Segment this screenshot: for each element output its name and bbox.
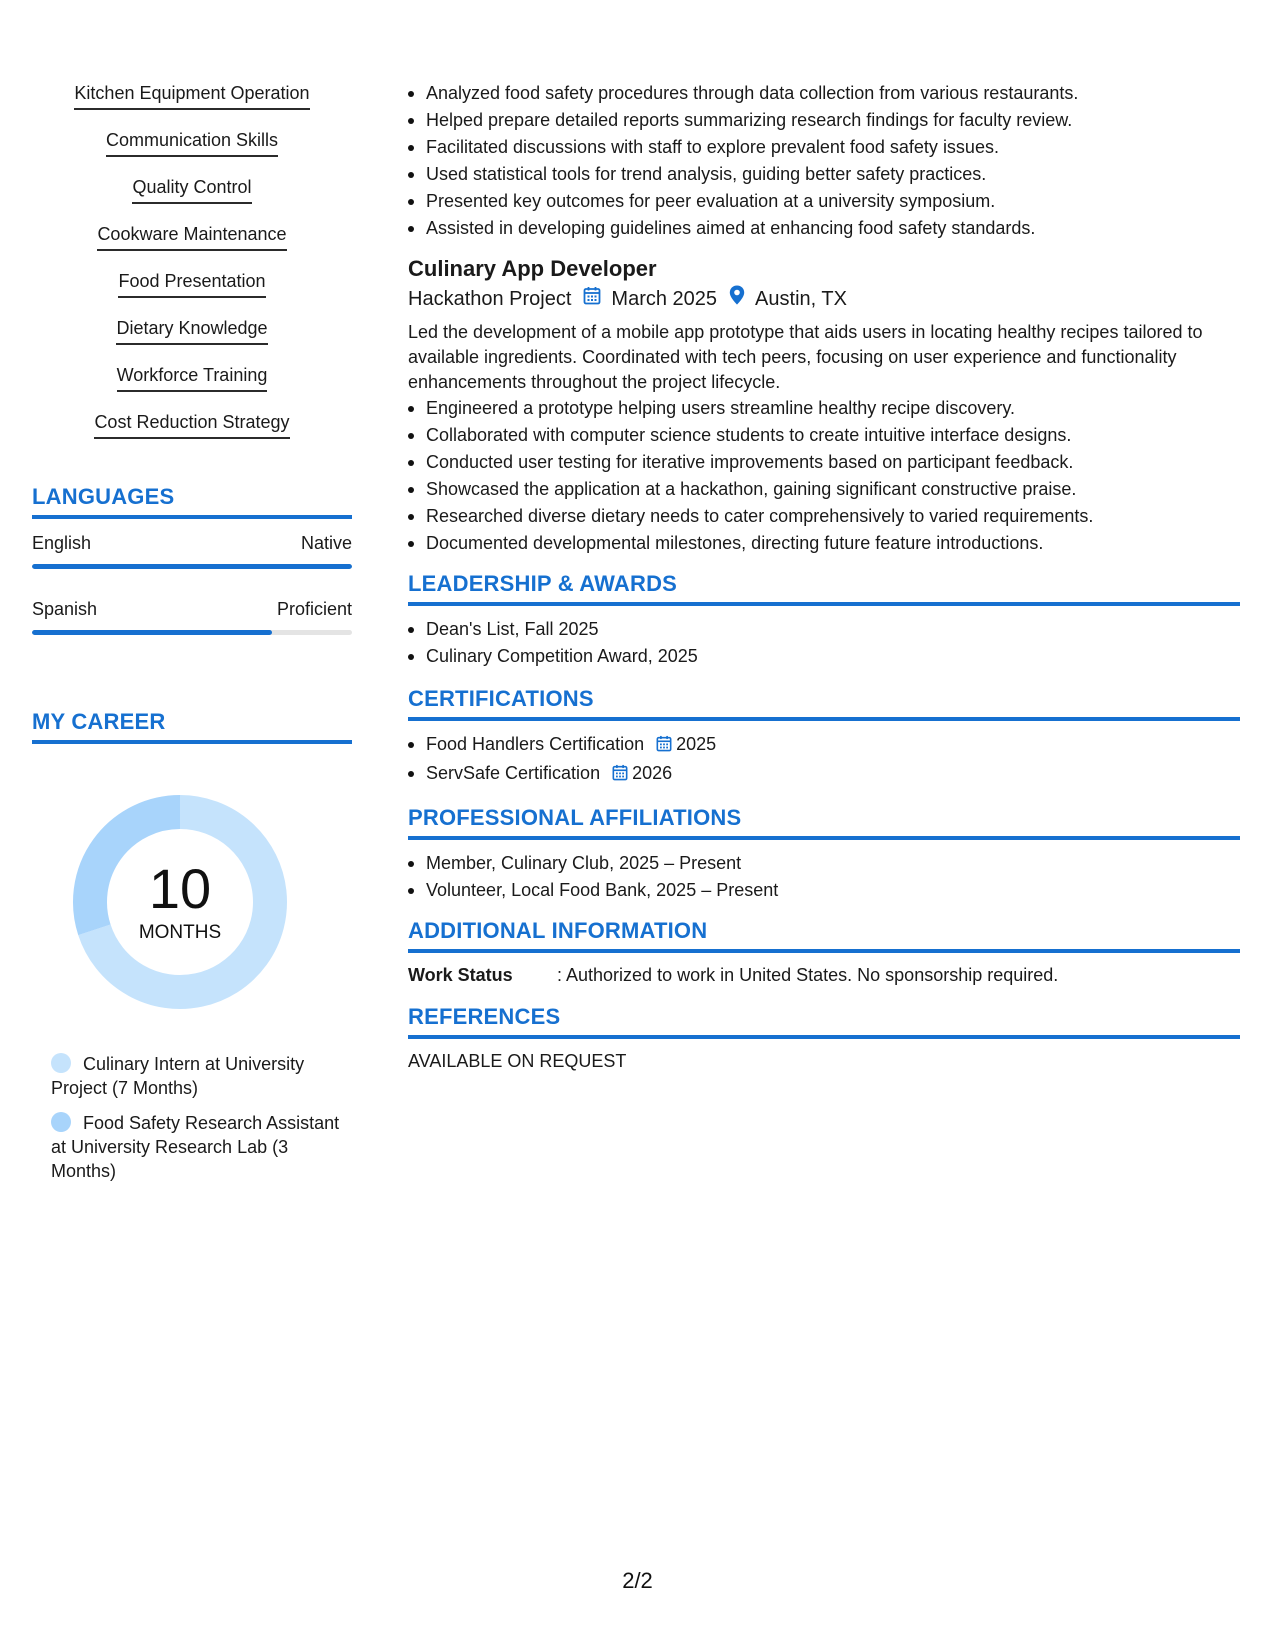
language-english: [32, 533, 352, 569]
affiliations-list: [408, 850, 1240, 904]
bullet-item: Engineered a prototype helping users streamline healthy recipe discovery.: [408, 395, 1240, 422]
bullet-item: Researched diverse dietary needs to cater comprehensively to varied requirements.: [408, 503, 1240, 530]
bullet-item: Helped prepare detailed reports summarizing research findings for faculty review.: [408, 107, 1240, 134]
certifications-heading: CERTIFICATIONS: [408, 686, 1240, 721]
skill-item: Workforce Training: [117, 364, 268, 392]
leadership-list: [408, 616, 1240, 670]
calendar-icon: [612, 762, 628, 789]
page-number: 2/2: [622, 1568, 653, 1593]
language-bar: [32, 564, 352, 569]
calendar-icon: [656, 733, 672, 760]
job-meta: [408, 284, 1240, 314]
calendar-icon: [583, 284, 601, 314]
career-donut-chart: [66, 788, 294, 1016]
skill-item: Dietary Knowledge: [116, 317, 267, 345]
language-name: English: [32, 533, 92, 553]
bullet-item: Collaborated with computer science students to create intuitive interface designs.: [408, 422, 1240, 449]
bullet-item: Volunteer, Local Food Bank, 2025 – Present: [408, 877, 1240, 904]
language-level: Proficient: [276, 599, 352, 619]
skill-item: Quality Control: [132, 176, 251, 204]
job-title: Culinary App Developer: [408, 256, 657, 281]
career-legend-item: [51, 1052, 341, 1100]
certification-year: 2025: [676, 734, 717, 754]
career-heading: MY CAREER: [32, 709, 352, 744]
language-name: Spanish: [32, 599, 98, 619]
bullet-item: Assisted in developing guidelines aimed at enhancing food safety standards.: [408, 215, 1240, 242]
skill-item: Kitchen Equipment Operation: [74, 82, 309, 110]
bullet-item: Documented developmental milestones, directing future feature introductions.: [408, 530, 1240, 557]
career-total-number: 10: [148, 857, 212, 920]
certification-item: [408, 731, 1240, 760]
legend-dot: [51, 1112, 71, 1132]
language-level: Native: [300, 533, 352, 553]
career-legend-item: [51, 1111, 341, 1183]
bullet-item: Member, Culinary Club, 2025 – Present: [408, 850, 1240, 877]
previous-job-bullets: [408, 80, 1240, 242]
additional-info-heading: ADDITIONAL INFORMATION: [408, 918, 1240, 953]
language-spanish: [32, 599, 352, 635]
bullet-item: Used statistical tools for trend analysis, guiding better safety practices.: [408, 161, 1240, 188]
job-date: March 2025: [611, 288, 718, 310]
legend-label: Food Safety Research Assistant at University Research Lab (3 Months): [51, 1113, 340, 1181]
legend-dot: [51, 1053, 71, 1073]
references-text: AVAILABLE ON REQUEST: [408, 1051, 627, 1071]
work-status-value: : Authorized to work in United States. No sponsorship required.: [557, 965, 1059, 985]
certification-name: Food Handlers Certification: [426, 734, 645, 754]
skill-item: Communication Skills: [106, 129, 278, 157]
job-company: Hackathon Project: [408, 288, 572, 310]
bullet-item: Showcased the application at a hackathon, gaining significant constructive praise.: [408, 476, 1240, 503]
certification-item: [408, 760, 1240, 789]
work-status-label: Work Status: [408, 965, 513, 985]
bullet-item: Presented key outcomes for peer evaluation at a university symposium.: [408, 188, 1240, 215]
map-pin-icon: [729, 284, 745, 314]
skills-list: [32, 82, 352, 458]
references-heading: REFERENCES: [408, 1004, 1240, 1039]
career-total-unit: MONTHS: [138, 922, 222, 943]
work-status-row: [408, 963, 1240, 988]
languages-heading: LANGUAGES: [32, 484, 352, 519]
bullet-item: Dean's List, Fall 2025: [408, 616, 1240, 643]
legend-label: Culinary Intern at University Project (7 Months): [51, 1054, 305, 1098]
bullet-item: Culinary Competition Award, 2025: [408, 643, 1240, 670]
language-bar: [32, 630, 352, 635]
certifications-list: [408, 731, 1240, 789]
skill-item: Food Presentation: [118, 270, 265, 298]
leadership-heading: LEADERSHIP & AWARDS: [408, 571, 1240, 606]
certification-name: ServSafe Certification: [426, 763, 601, 783]
career-legend: [51, 1052, 341, 1183]
job-bullets: [408, 395, 1240, 557]
job-location: Austin, TX: [755, 288, 847, 310]
skill-item: Cookware Maintenance: [97, 223, 286, 251]
skill-item: Cost Reduction Strategy: [94, 411, 289, 439]
certification-year: 2026: [632, 763, 673, 783]
bullet-item: Conducted user testing for iterative improvements based on participant feedback.: [408, 449, 1240, 476]
right-column: [408, 80, 1240, 1074]
job-description: Led the development of a mobile app prototype that aids users in locating healthy recipes tailored to available ingredients. Coordinated with tech peers, focusing on user experience and functionality enhancements throughout the project lifecycle.: [408, 322, 1203, 392]
left-column: [32, 82, 352, 1194]
language-bar-fill: [32, 564, 352, 569]
bullet-item: Analyzed food safety procedures through data collection from various restaurants.: [408, 80, 1240, 107]
affiliations-heading: PROFESSIONAL AFFILIATIONS: [408, 805, 1240, 840]
bullet-item: Facilitated discussions with staff to explore prevalent food safety issues.: [408, 134, 1240, 161]
language-bar-fill: [32, 630, 272, 635]
